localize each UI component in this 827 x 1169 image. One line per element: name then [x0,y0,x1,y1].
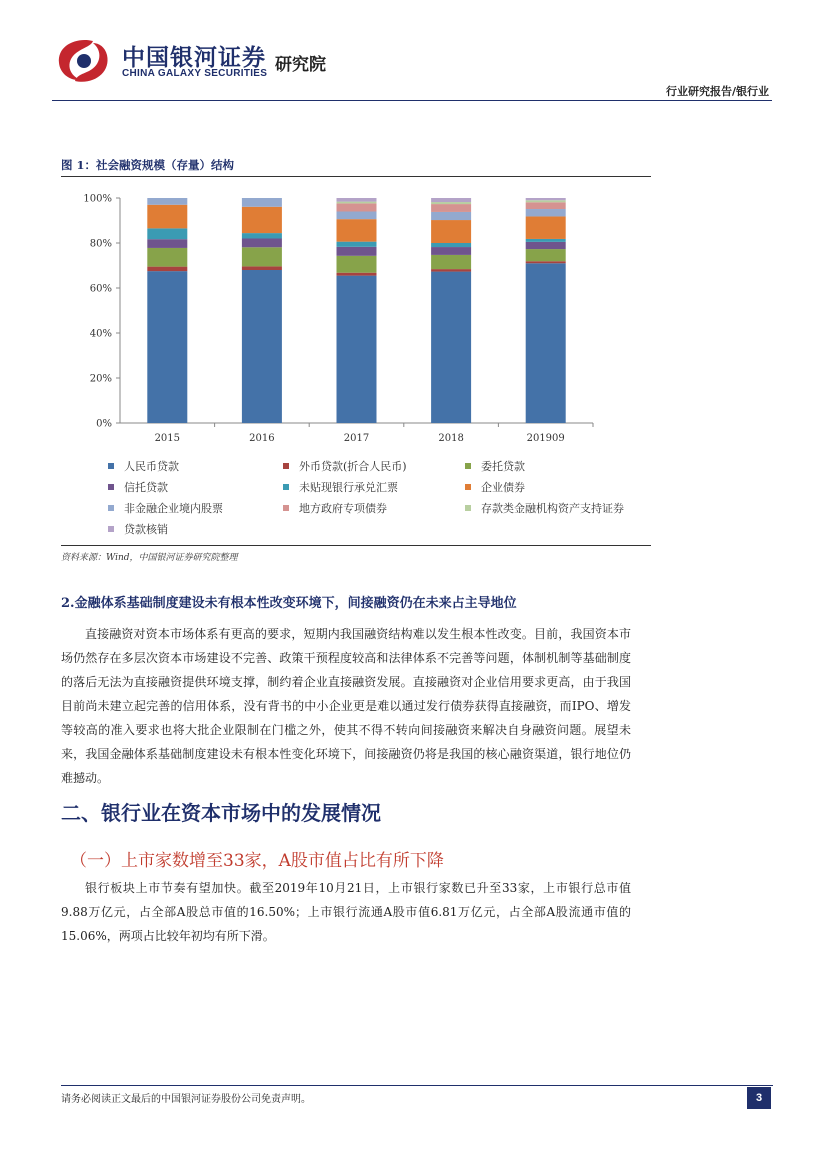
legend-swatch [108,484,114,490]
legend-label: 外币贷款(折合人民币) [299,460,407,473]
bar-segment [147,267,187,272]
legend-item [465,458,525,474]
bar-segment [147,239,187,248]
chapter-subtitle: （一）上市家数增至33家，A股市值占比有所下降 [70,851,444,871]
bar-segment [526,249,566,261]
report-type: 行业研究报告/银行业 [665,85,769,98]
y-tick-label: 20% [89,373,112,385]
bar-segment [147,271,187,423]
y-tick-label: 60% [89,283,112,295]
bar-segment [147,198,187,205]
legend-label: 人民币贷款 [124,460,179,473]
legend-item [283,500,387,516]
legend-swatch [465,463,471,469]
figure-bottom-rule [61,545,651,546]
bar-segment [337,202,377,204]
bar-segment [337,276,377,423]
brand-name-cn: 中国银河证券 [122,45,266,71]
bar-segment [526,209,566,216]
bar-segment [147,205,187,229]
paragraph-text: 银行板块上市节奏有望加快。截至2019年10月21日，上市银行家数已升至33家，上市银行总市值9.88万亿元，占全部A股总市值的16.50%；上市银行流通A股市值6.81万亿元，占全部A股流通市值的15.06%，两项占比较年初均有所下滑。 [61,881,631,943]
bar-segment [337,198,377,202]
section-heading: 2.金融体系基础制度建设未有根本性改变环境下，间接融资仍在未来占主导地位 [61,596,517,611]
page-number: 3 [747,1087,771,1109]
bar-segment [337,247,377,256]
institute-label: 研究院 [275,55,326,75]
y-tick-label: 0% [96,418,112,430]
chapter-title: 二、银行业在资本市场中的发展情况 [61,801,381,825]
bar-segment [337,242,377,247]
bar-segment [242,198,282,207]
legend-item [465,479,525,495]
bar-segment [431,198,471,202]
bar-segment [431,247,471,255]
figure-source: 资料来源：Wind，中国银河证券研究院整理 [61,553,238,563]
legend-item [283,479,398,495]
legend-label: 地方政府专项债券 [299,502,387,515]
bar-segment [242,239,282,248]
bar-segment [147,228,187,239]
y-tick-label: 80% [89,238,112,250]
body-paragraph [61,622,631,790]
bar-segment [526,216,566,239]
y-tick-label: 40% [89,328,112,340]
bar-segment [431,272,471,423]
footer-disclaimer: 请务必阅读正文最后的中国银河证券股份公司免责声明。 [61,1094,311,1105]
bar-segment [337,219,377,242]
legend-label: 信托贷款 [124,481,168,494]
legend-item [108,521,168,537]
y-tick-label: 100% [83,193,112,205]
legend-swatch [283,484,289,490]
legend-label: 未贴现银行承兑汇票 [299,481,398,494]
x-tick-label: 2017 [343,433,370,444]
paragraph-text: 直接融资对资本市场体系有更高的要求，短期内我国融资结构难以发生根本性改变。目前，我国资本市场仍然存在多层次资本市场建设不完善、政策干预程度较高和法律体系不完善等问题，体制机制等基础制度的落后无法为直接融资提供环境支撑，制约着企业直接融资发展。直接融资对企业信用要求更高，由于我国目前尚未建立起完善的信用体系，没有背书的中小企业更是难以通过发行债券获得直接融资，而IPO、增发等较高的准入要求也将大批企业限制在门槛之外，使其不得不转向间接融资来解决自身融资问题。展望未来，我国金融体系基础制度建设未有根本性变化环境下，间接融资仍将是我国的核心融资渠道，银行地位仍难撼动。 [61,627,631,785]
figure-top-rule [61,176,651,177]
bar-segment [526,263,566,423]
legend-label: 委托贷款 [481,460,525,473]
bar-segment [526,242,566,249]
bar-segment [431,202,471,204]
bar-segment [431,243,471,247]
bar-segment [526,198,566,200]
bar-segment [526,261,566,263]
bar-segment [526,200,566,202]
legend-label: 贷款核销 [124,523,168,536]
bar-segment [431,220,471,243]
legend-item [465,500,624,516]
legend-label: 存款类金融机构资产支持证券 [481,502,624,515]
bar-segment [337,203,377,211]
legend-swatch [108,526,114,532]
x-tick-label: 2018 [438,433,464,444]
legend-swatch [108,463,114,469]
bar-segment [242,270,282,423]
bar-segment [431,255,471,269]
legend-item [108,458,179,474]
legend-swatch [108,505,114,511]
bar-segment [431,269,471,271]
bar-segment [337,212,377,220]
x-tick-label: 201909 [526,433,565,444]
legend-swatch [283,505,289,511]
stacked-bar-chart [61,185,621,450]
legend-swatch [465,505,471,511]
brand-name-en: CHINA GALAXY SECURITIES [122,68,268,79]
bar-segment [242,233,282,238]
legend-item [108,500,223,516]
bar-segment [337,273,377,276]
legend-swatch [283,463,289,469]
header-divider [52,100,772,101]
x-tick-label: 2015 [154,433,181,444]
bar-segment [242,266,282,270]
footer-divider [61,1085,773,1086]
bar-segment [242,247,282,266]
bar-segment [431,212,471,220]
body-paragraph [61,876,631,948]
legend-label: 企业债券 [481,481,525,494]
figure-title: 图 1：社会融资规模（存量）结构 [61,158,235,172]
bar-segment [526,239,566,242]
bar-segment [147,248,187,267]
legend-label: 非金融企业境内股票 [124,502,223,515]
galaxy-logo-icon [53,35,113,85]
legend-item [283,458,407,474]
bar-segment [242,207,282,233]
bar-segment [337,256,377,273]
x-tick-label: 2016 [249,433,275,444]
legend-swatch [465,484,471,490]
bar-segment [431,204,471,212]
legend-item [108,479,168,495]
bar-segment [526,202,566,209]
